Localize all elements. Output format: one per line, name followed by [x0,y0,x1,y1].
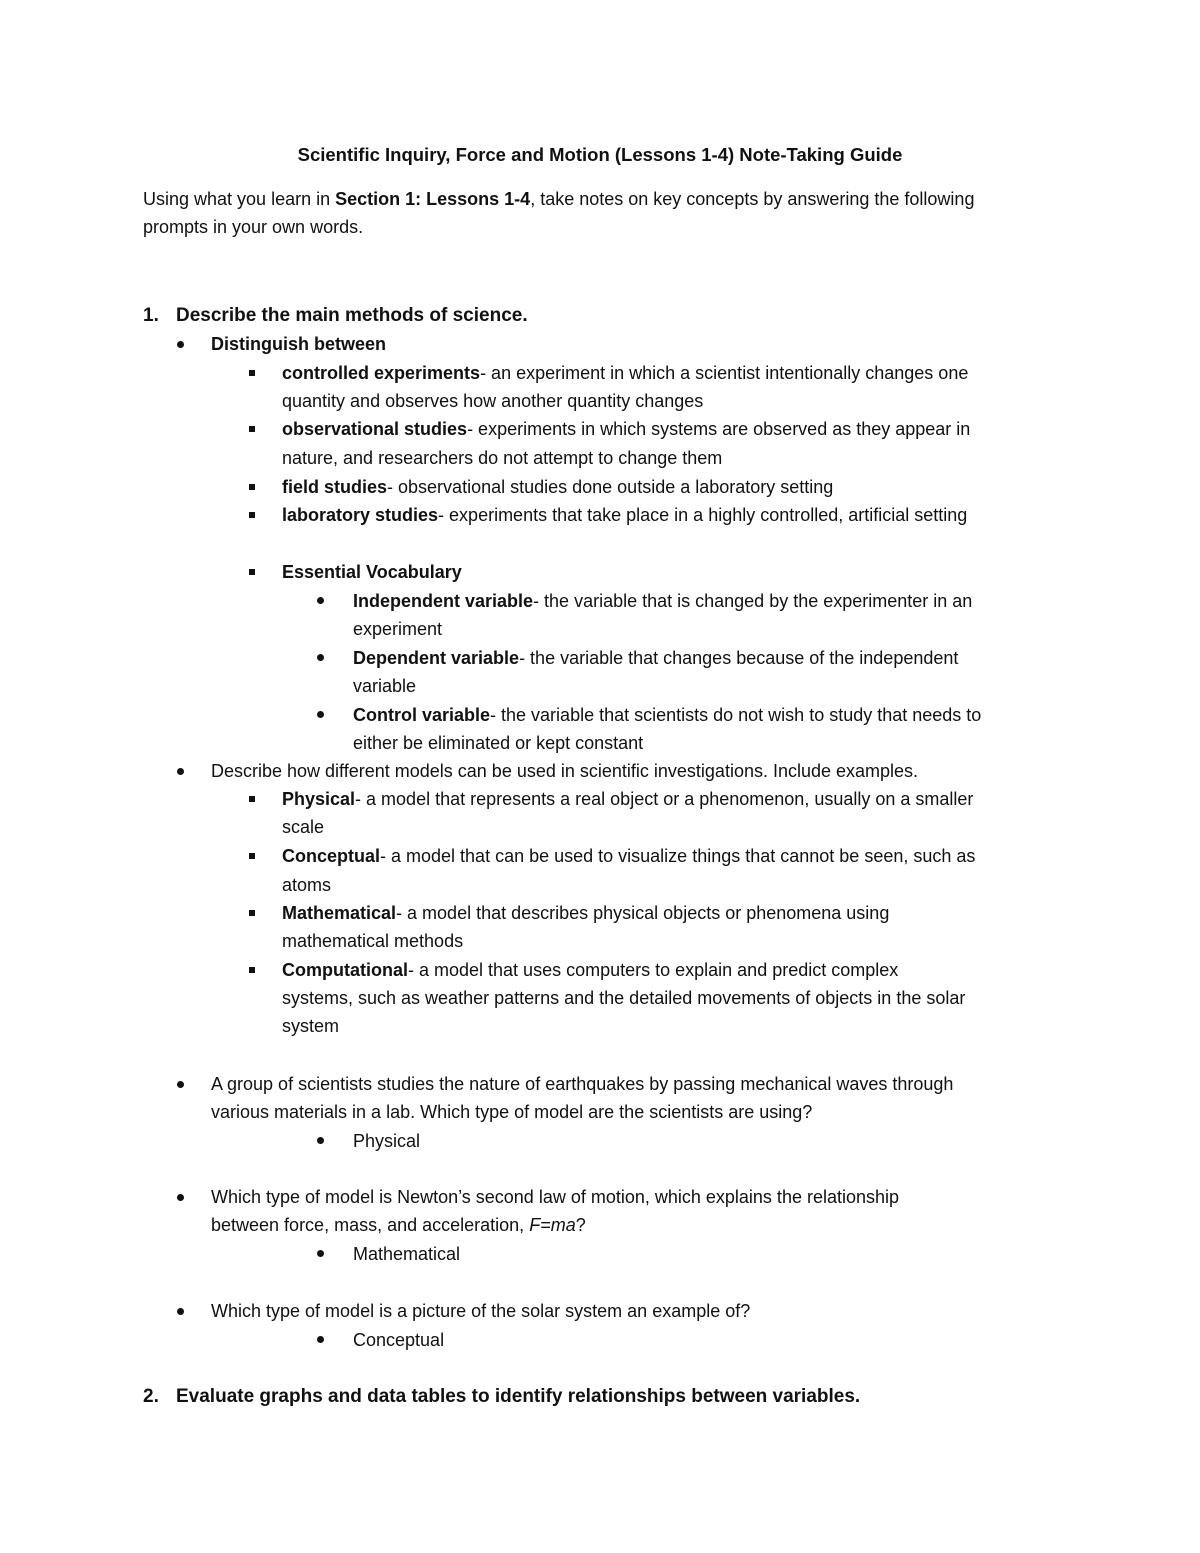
vocab-item [353,702,981,728]
intro-line-1 [143,186,974,212]
square-bullet-icon [249,796,255,802]
definition-continued: systems, such as weather patterns and the detailed movements of objects in the solar [282,988,966,1008]
question-text-continued [211,1212,586,1238]
square-bullet-icon [249,426,255,432]
model-item [282,900,889,926]
definition-continued: nature, and researchers do not attempt to change them [282,448,723,468]
formula: F=ma [529,1215,576,1235]
intro-section-ref: Section 1: Lessons 1-4 [335,189,531,209]
list-item [282,474,833,500]
bullet-icon [317,1137,324,1144]
definition: - experiments that take place in a highly controlled, artificial setting [438,505,968,525]
vocab-label: Essential Vocabulary [282,562,462,582]
bullet-icon [317,711,324,718]
bullet-icon [177,1194,184,1201]
intro-text: Using what you learn in [143,189,336,209]
answer: Physical [353,1131,421,1151]
definition: - a model that describes physical objects or phenomena using [396,903,890,923]
definition-continued: either be eliminated or kept constant [353,733,644,753]
distinguish-label: Distinguish between [211,334,387,354]
definition-continued: scale [282,817,325,837]
bullet-icon [177,1081,184,1088]
square-bullet-icon [249,370,255,376]
bullet-icon [317,597,324,604]
definition: - an experiment in which a scientist intentionally changes one [480,363,969,383]
question-text: Which type of model is a picture of the solar system an example of? [211,1301,751,1321]
square-bullet-icon [249,569,255,575]
definition: - a model that uses computers to explain and predict complex [408,960,899,980]
list-item [282,416,970,442]
definition: - the variable that changes because of the independent [519,648,959,668]
list-item [282,502,967,528]
question-text-part: between force, mass, and acceleration, [211,1215,530,1235]
square-bullet-icon [249,484,255,490]
page-title: Scientific Inquiry, Force and Motion (Lessons 1-4) Note-Taking Guide [297,144,903,165]
definition: - a model that represents a real object or a phenomenon, usually on a smaller [355,789,974,809]
definition-continued: system [282,1016,340,1036]
term: controlled experiments [282,363,481,383]
square-bullet-icon [249,853,255,859]
term: Computational [282,960,408,980]
model-item [282,786,973,812]
answer: Conceptual [353,1330,445,1350]
question-text: Which type of model is Newton’s second law of motion, which explains the relationship [211,1187,900,1207]
square-bullet-icon [249,512,255,518]
section-1-number: 1. [143,305,159,326]
vocab-item [353,645,958,671]
term: observational studies [282,419,468,439]
intro-line-2: prompts in your own words. [143,217,364,237]
square-bullet-icon [249,910,255,916]
definition: - the variable that is changed by the experimenter in an [533,591,973,611]
definition-continued: experiment [353,619,443,639]
term: Conceptual [282,846,381,866]
term: laboratory studies [282,505,439,525]
model-item [282,843,975,869]
term: field studies [282,477,388,497]
term: Mathematical [282,903,397,923]
list-item [282,360,968,386]
definition: - experiments in which systems are observed as they appear in [467,419,971,439]
vocab-item [353,588,972,614]
definition-continued: atoms [282,875,332,895]
question-text-continued: various materials in a lab. Which type of model are the scientists are using? [211,1102,813,1122]
term: Physical [282,789,356,809]
bullet-icon [317,1336,324,1343]
models-prompt: Describe how different models can be used in scientific investigations. Include examples. [211,761,919,781]
question-text: A group of scientists studies the nature of earthquakes by passing mechanical waves through [211,1074,954,1094]
section-2-number: 2. [143,1386,159,1407]
term: Dependent variable [353,648,520,668]
intro-text-rest: , take notes on key concepts by answering the following [530,189,975,209]
bullet-icon [317,1250,324,1257]
bullet-icon [177,1308,184,1315]
definition-continued: variable [353,676,417,696]
model-item [282,957,898,983]
definition-continued: mathematical methods [282,931,464,951]
bullet-icon [317,654,324,661]
section-2-heading: Evaluate graphs and data tables to identify relationships between variables. [176,1386,861,1407]
term: Control variable [353,705,491,725]
square-bullet-icon [249,967,255,973]
bullet-icon [177,341,184,348]
answer: Mathematical [353,1244,461,1264]
question-mark: ? [575,1215,586,1235]
bullet-icon [177,768,184,775]
definition-continued: quantity and observes how another quantity changes [282,391,704,411]
definition: - a model that can be used to visualize things that cannot be seen, such as [380,846,976,866]
definition: - observational studies done outside a laboratory setting [387,477,834,497]
term: Independent variable [353,591,534,611]
definition: - the variable that scientists do not wish to study that needs to [490,705,982,725]
section-1-heading: Describe the main methods of science. [176,305,528,326]
